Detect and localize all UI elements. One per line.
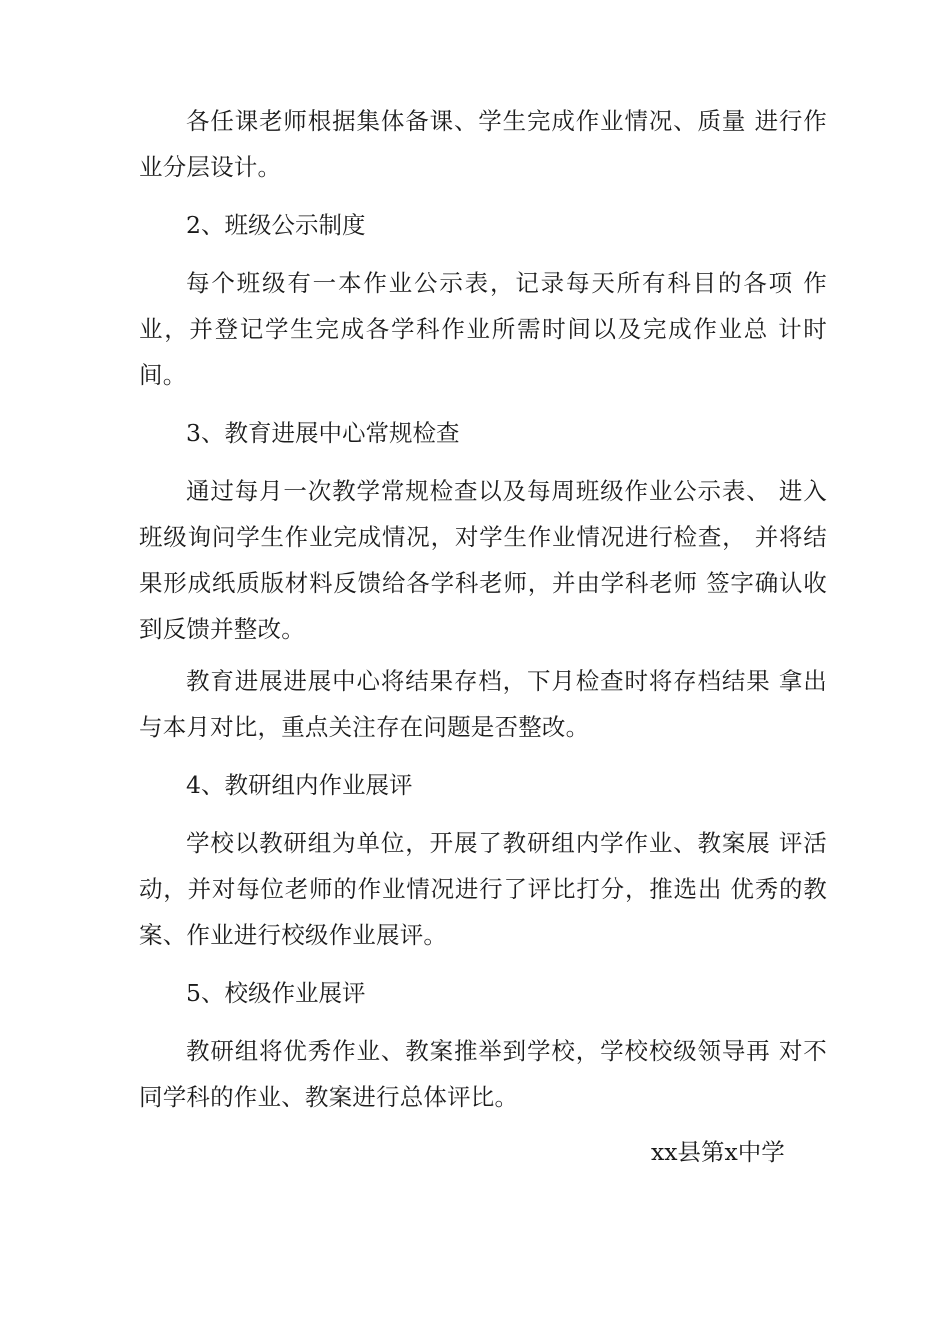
heading-routine-check: 3、教育进展中心常规检查 — [186, 419, 460, 447]
paragraph-group-review: 学校以教研组为单位，开展了教研组内学作业、教案展 评活动，并对每位老师的作业情况进行了评比打分，推选出 优秀的教案、作业进行校级作业展评。 — [139, 829, 827, 949]
heading-group-review: 4、教研组内作业展评 — [186, 771, 413, 799]
heading-class-publicity: 2、班级公示制度 — [186, 211, 366, 239]
heading-school-review: 5、校级作业展评 — [186, 979, 366, 1007]
paragraph-school-review: 教研组将优秀作业、教案推举到学校，学校校级领导再 对不同学科的作业、教案进行总体评比。 — [139, 1037, 827, 1111]
school-signature: xx县第x中学 — [651, 1138, 785, 1166]
paragraph-routine-check: 通过每月一次教学常规检查以及每周班级作业公示表、 进入班级询问学生作业完成情况，对学生作业情况进行检查， 并将结果形成纸质版材料反馈给各学科老师，并由学科老师 签字确认收到反馈并整改。 — [139, 477, 827, 643]
paragraph-archive: 教育进展进展中心将结果存档，下月检查时将存档结果 拿出与本月对比，重点关注存在问题是否整改。 — [139, 667, 827, 741]
paragraph-homework-design: 各任课老师根据集体备课、学生完成作业情况、质量 进行作业分层设计。 — [139, 107, 827, 181]
paragraph-class-publicity: 每个班级有一本作业公示表，记录每天所有科目的各项 作业，并登记学生完成各学科作业所需时间以及完成作业总 计时间。 — [139, 269, 827, 389]
document-body — [139, 98, 827, 1120]
